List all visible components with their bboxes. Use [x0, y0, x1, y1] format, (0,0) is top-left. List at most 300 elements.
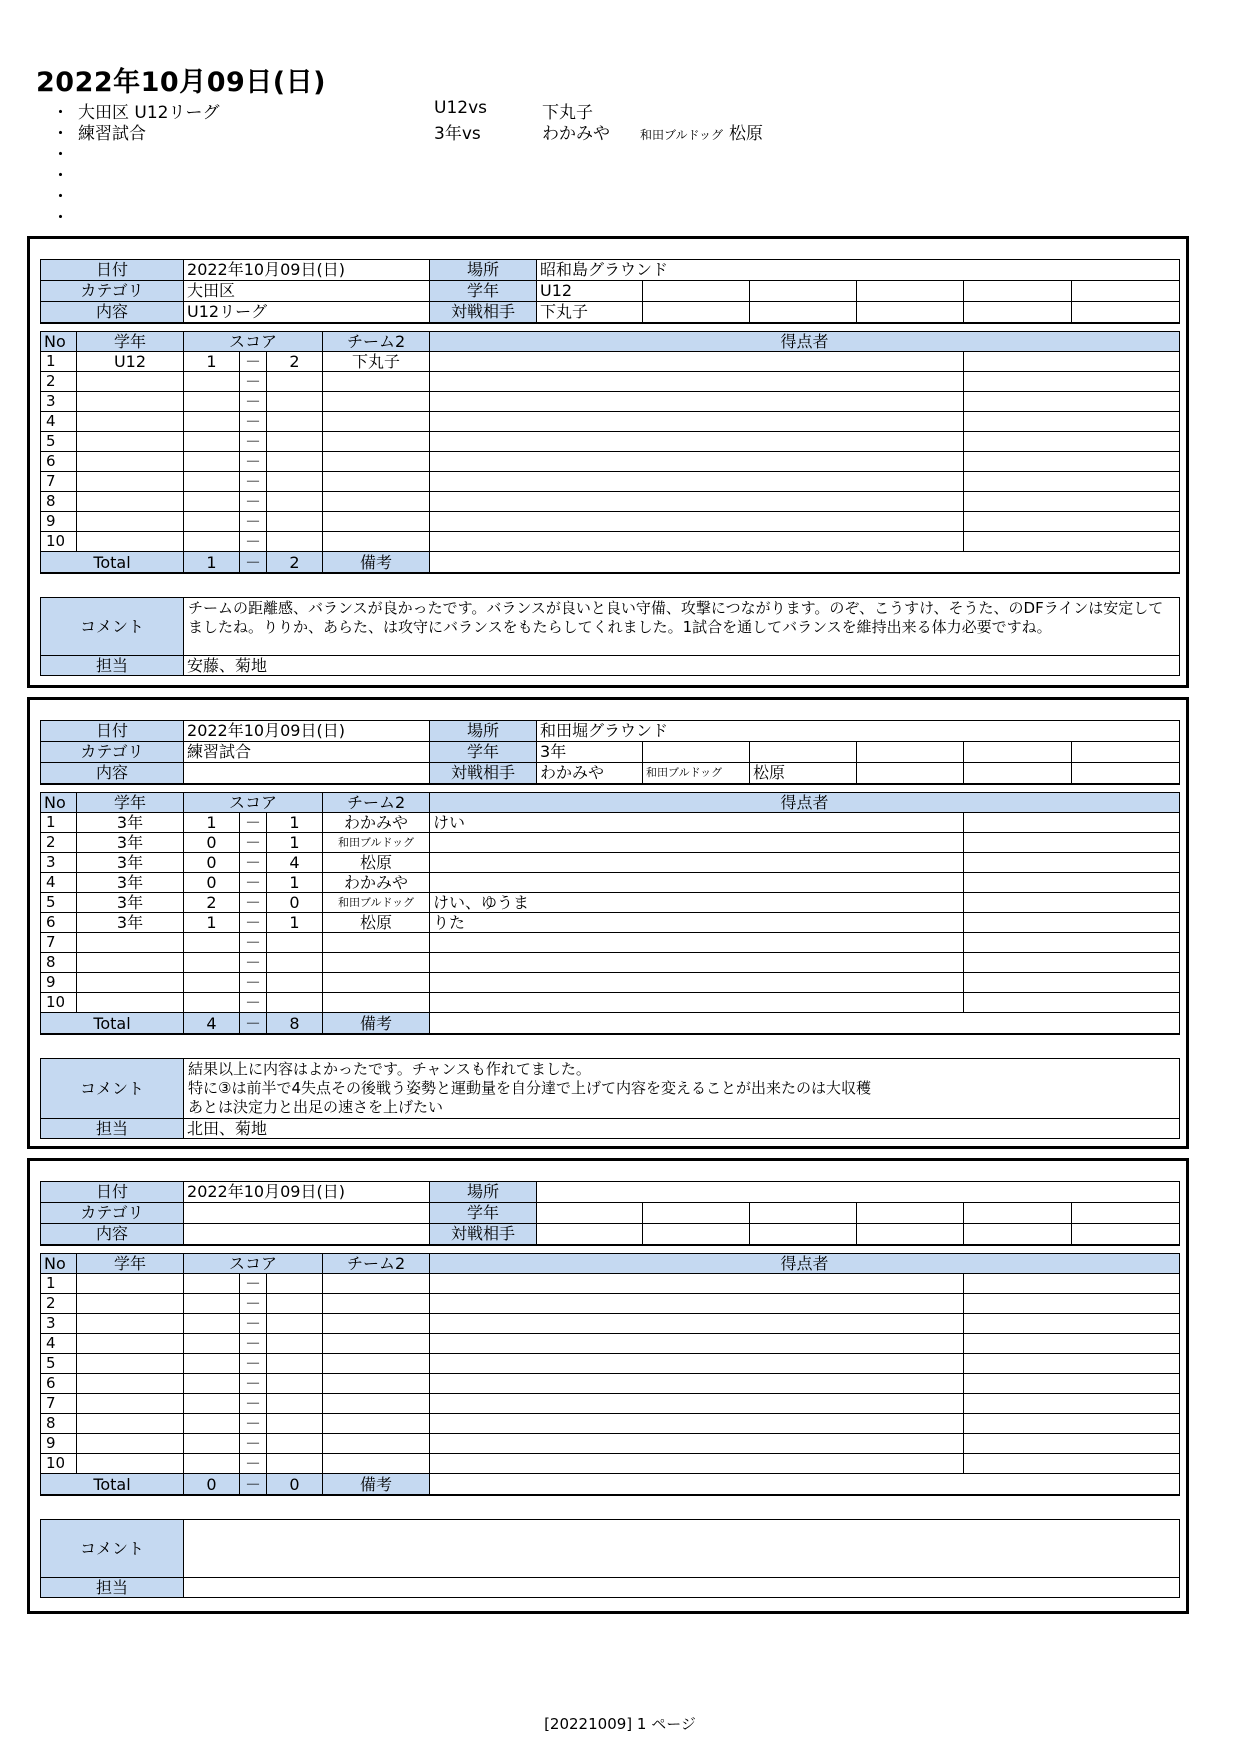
game-no: 1 [41, 813, 77, 833]
game-score-team [184, 1334, 240, 1354]
game-scorers [430, 1314, 964, 1334]
game-team2 [323, 1454, 430, 1474]
game-no: 2 [41, 372, 77, 392]
remarks-value [430, 552, 1180, 574]
game-row [41, 412, 1180, 432]
game-no: 4 [41, 1334, 77, 1354]
game-scorers [430, 492, 964, 512]
game-no: 5 [41, 432, 77, 452]
game-score-team [184, 452, 240, 472]
game-score-team [184, 953, 240, 973]
game-row [41, 1394, 1180, 1414]
game-row [41, 813, 1180, 833]
score-dash: － [240, 1474, 267, 1496]
place-value: 和田堀グラウンド [537, 721, 1180, 742]
game-scorers [430, 873, 964, 893]
grade-value: 3年 [537, 742, 643, 763]
game-scorers [430, 1334, 964, 1354]
game-grade [77, 532, 184, 552]
place-label: 場所 [430, 721, 537, 742]
game-score-opponent [267, 1454, 323, 1474]
game-row [41, 432, 1180, 452]
game-scorers-extra [964, 1454, 1180, 1474]
game-row [41, 1434, 1180, 1454]
team2-header: チーム2 [323, 1254, 430, 1274]
score-dash: － [240, 1414, 267, 1434]
category-value [184, 1203, 430, 1224]
opponent-extra [1072, 763, 1180, 785]
total-opponent: 2 [267, 552, 323, 574]
game-grade: U12 [77, 352, 184, 372]
match-block [27, 236, 1189, 688]
total-team: 1 [184, 552, 240, 574]
game-score-opponent: 1 [267, 833, 323, 853]
game-no: 5 [41, 893, 77, 913]
game-row [41, 1274, 1180, 1294]
game-no: 9 [41, 973, 77, 993]
game-scorers-extra [964, 813, 1180, 833]
category-value: 練習試合 [184, 742, 430, 763]
game-scorers-extra [964, 392, 1180, 412]
grade-extra [1072, 281, 1180, 302]
game-team2 [323, 1294, 430, 1314]
games-table [40, 1253, 1180, 1496]
game-grade [77, 1314, 184, 1334]
game-team2 [323, 1414, 430, 1434]
game-score-opponent: 4 [267, 853, 323, 873]
game-team2 [323, 432, 430, 452]
score-dash: － [240, 1394, 267, 1414]
total-opponent: 8 [267, 1013, 323, 1035]
opponent-extra [857, 1224, 964, 1246]
game-row [41, 873, 1180, 893]
game-grade [77, 993, 184, 1013]
score-dash: － [240, 1434, 267, 1454]
game-row [41, 853, 1180, 873]
game-grade: 3年 [77, 813, 184, 833]
game-score-team: 0 [184, 853, 240, 873]
game-no: 10 [41, 1454, 77, 1474]
score-header: スコア [184, 1254, 323, 1274]
opponent-value-3: 松原 [750, 763, 857, 785]
grade-header: 学年 [77, 793, 184, 813]
game-no: 6 [41, 913, 77, 933]
game-score-team [184, 1394, 240, 1414]
game-team2 [323, 452, 430, 472]
score-header: スコア [184, 332, 323, 352]
match-block [27, 1158, 1189, 1614]
game-scorers [430, 1414, 964, 1434]
game-no: 2 [41, 1294, 77, 1314]
game-team2 [323, 1334, 430, 1354]
game-scorers [430, 1274, 964, 1294]
game-score-team [184, 432, 240, 452]
game-no: 1 [41, 1274, 77, 1294]
game-row [41, 532, 1180, 552]
game-team2 [323, 1374, 430, 1394]
game-score-team [184, 472, 240, 492]
game-grade [77, 1294, 184, 1314]
content-value: U12リーグ [184, 302, 430, 324]
score-dash: － [240, 853, 267, 873]
game-grade [77, 412, 184, 432]
content-label: 内容 [41, 763, 184, 785]
grade-extra [857, 1203, 964, 1224]
game-team2: 松原 [323, 853, 430, 873]
content-label: 内容 [41, 302, 184, 324]
match-info-table [40, 720, 1180, 785]
comment-table [40, 1519, 1180, 1598]
game-score-team [184, 1274, 240, 1294]
staff-label: 担当 [41, 1578, 184, 1598]
game-grade [77, 392, 184, 412]
summary-opponent-main: わかみや [542, 124, 610, 144]
game-team2: 松原 [323, 913, 430, 933]
game-no: 8 [41, 492, 77, 512]
game-score-opponent [267, 492, 323, 512]
score-dash: － [240, 552, 267, 574]
game-score-opponent: 2 [267, 352, 323, 372]
score-header: スコア [184, 793, 323, 813]
grade-extra [643, 1203, 750, 1224]
score-dash: － [240, 1374, 267, 1394]
opponent-extra [857, 302, 964, 324]
score-dash: － [240, 532, 267, 552]
game-scorers [430, 352, 964, 372]
game-team2: 和田ブルドッグ [323, 893, 430, 913]
game-scorers [430, 472, 964, 492]
game-scorers [430, 432, 964, 452]
game-grade [77, 452, 184, 472]
game-scorers-extra [964, 1434, 1180, 1454]
opponent-extra [964, 302, 1072, 324]
date-value: 2022年10月09日(日) [184, 721, 430, 742]
summary-item [52, 203, 852, 228]
game-scorers-extra [964, 352, 1180, 372]
score-dash: － [240, 1334, 267, 1354]
game-scorers [430, 953, 964, 973]
game-grade [77, 432, 184, 452]
game-score-opponent: 0 [267, 893, 323, 913]
summary-item [52, 182, 852, 207]
game-score-team [184, 1354, 240, 1374]
game-score-team [184, 392, 240, 412]
game-score-team [184, 1434, 240, 1454]
remarks-label: 備考 [323, 1474, 430, 1496]
score-dash: － [240, 1274, 267, 1294]
game-scorers [430, 512, 964, 532]
game-no: 10 [41, 532, 77, 552]
game-score-team [184, 492, 240, 512]
game-scorers-extra [964, 1374, 1180, 1394]
game-scorers-extra [964, 1334, 1180, 1354]
game-no: 3 [41, 392, 77, 412]
grade-extra [964, 742, 1072, 763]
score-dash: － [240, 432, 267, 452]
score-dash: － [240, 472, 267, 492]
game-scorers-extra [964, 372, 1180, 392]
score-dash: － [240, 1013, 267, 1035]
scorers-header: 得点者 [430, 793, 1180, 813]
opponent-value-2 [643, 302, 750, 324]
game-score-team [184, 412, 240, 432]
game-scorers-extra [964, 492, 1180, 512]
grade-extra [857, 742, 964, 763]
match-block [27, 697, 1189, 1149]
game-scorers [430, 1374, 964, 1394]
summary-item [52, 119, 852, 144]
score-dash: － [240, 953, 267, 973]
opponent-extra [1072, 302, 1180, 324]
place-value [537, 1182, 1180, 1203]
place-label: 場所 [430, 260, 537, 281]
game-score-team: 1 [184, 813, 240, 833]
score-dash: － [240, 392, 267, 412]
game-row [41, 973, 1180, 993]
game-grade [77, 1454, 184, 1474]
game-team2 [323, 1394, 430, 1414]
game-score-opponent [267, 432, 323, 452]
total-team: 4 [184, 1013, 240, 1035]
game-team2 [323, 1354, 430, 1374]
game-grade [77, 512, 184, 532]
game-grade [77, 472, 184, 492]
total-team: 0 [184, 1474, 240, 1496]
content-value [184, 763, 430, 785]
game-scorers: けい、ゆうま [430, 893, 964, 913]
game-scorers-extra [964, 973, 1180, 993]
score-dash: － [240, 933, 267, 953]
total-row [41, 1474, 1180, 1496]
game-row [41, 933, 1180, 953]
grade-label: 学年 [430, 1203, 537, 1224]
game-grade [77, 933, 184, 953]
grade-extra [750, 281, 857, 302]
game-no: 1 [41, 352, 77, 372]
game-score-opponent: 1 [267, 873, 323, 893]
game-score-opponent [267, 1294, 323, 1314]
game-scorers-extra [964, 532, 1180, 552]
game-row [41, 1374, 1180, 1394]
content-label: 内容 [41, 1224, 184, 1246]
game-no: 9 [41, 1434, 77, 1454]
scorers-header: 得点者 [430, 332, 1180, 352]
game-no: 9 [41, 512, 77, 532]
game-score-opponent [267, 472, 323, 492]
game-score-team [184, 1454, 240, 1474]
game-team2 [323, 472, 430, 492]
bullet: ・ [52, 124, 69, 144]
opponent-label: 対戦相手 [430, 302, 537, 324]
summary-opponent-main: 下丸子 [542, 103, 593, 123]
game-score-opponent [267, 1354, 323, 1374]
scorers-header: 得点者 [430, 1254, 1180, 1274]
game-scorers [430, 532, 964, 552]
team2-header: チーム2 [323, 332, 430, 352]
game-team2 [323, 392, 430, 412]
game-score-opponent [267, 372, 323, 392]
score-dash: － [240, 913, 267, 933]
summary-opponent-small: 和田ブルドッグ [640, 128, 724, 142]
game-scorers-extra [964, 1394, 1180, 1414]
total-opponent: 0 [267, 1474, 323, 1496]
team2-header: チーム2 [323, 793, 430, 813]
game-scorers [430, 372, 964, 392]
game-scorers [430, 833, 964, 853]
game-no: 8 [41, 1414, 77, 1434]
game-score-opponent [267, 512, 323, 532]
game-score-opponent: 1 [267, 813, 323, 833]
summary-vs: 3年vs [434, 124, 481, 144]
grade-extra [750, 742, 857, 763]
page-title: 2022年10月09日(日) [36, 67, 326, 98]
content-value [184, 1224, 430, 1246]
game-scorers-extra [964, 1294, 1180, 1314]
category-label: カテゴリ [41, 742, 184, 763]
opponent-value: 下丸子 [537, 302, 643, 324]
game-score-opponent [267, 1334, 323, 1354]
game-scorers [430, 1434, 964, 1454]
grade-extra [1072, 1203, 1180, 1224]
date-label: 日付 [41, 1182, 184, 1203]
game-row [41, 512, 1180, 532]
game-row [41, 452, 1180, 472]
game-row [41, 913, 1180, 933]
game-no: 6 [41, 1374, 77, 1394]
grade-extra [964, 281, 1072, 302]
game-score-opponent [267, 993, 323, 1013]
game-grade [77, 1334, 184, 1354]
grade-value: U12 [537, 281, 643, 302]
game-grade [77, 372, 184, 392]
grade-value [537, 1203, 643, 1224]
game-scorers-extra [964, 1314, 1180, 1334]
game-scorers-extra [964, 512, 1180, 532]
score-dash: － [240, 993, 267, 1013]
game-row [41, 893, 1180, 913]
game-no: 8 [41, 953, 77, 973]
grade-header: 学年 [77, 1254, 184, 1274]
game-team2 [323, 973, 430, 993]
comment-text: チームの距離感、バランスが良かったです。バランスが良いと良い守備、攻撃につながります。のぞ、こうすけ、そうた、のDFラインは安定してましたね。りりか、あらた、は攻守にバランスをもたらしてくれました。1試合を通してバランスを維持出来る体力必要ですね。 [184, 598, 1180, 656]
opponent-extra [1072, 1224, 1180, 1246]
game-grade [77, 1394, 184, 1414]
game-grade: 3年 [77, 873, 184, 893]
game-score-opponent [267, 532, 323, 552]
game-grade [77, 1434, 184, 1454]
grade-extra [964, 1203, 1072, 1224]
grade-extra [643, 742, 750, 763]
game-scorers [430, 412, 964, 432]
grade-label: 学年 [430, 281, 537, 302]
game-score-team: 1 [184, 913, 240, 933]
match-info-table [40, 1181, 1180, 1246]
game-scorers-extra [964, 873, 1180, 893]
game-row [41, 352, 1180, 372]
game-scorers-extra [964, 933, 1180, 953]
date-label: 日付 [41, 260, 184, 281]
category-label: カテゴリ [41, 1203, 184, 1224]
game-no: 4 [41, 412, 77, 432]
game-score-team [184, 1374, 240, 1394]
score-dash: － [240, 412, 267, 432]
game-score-team [184, 993, 240, 1013]
score-dash: － [240, 1354, 267, 1374]
game-grade: 3年 [77, 853, 184, 873]
staff-label: 担当 [41, 1119, 184, 1139]
game-row [41, 1334, 1180, 1354]
comment-label: コメント [41, 1059, 184, 1119]
game-grade [77, 973, 184, 993]
no-header: No [41, 1254, 77, 1274]
game-grade [77, 1414, 184, 1434]
grade-extra [750, 1203, 857, 1224]
game-team2 [323, 953, 430, 973]
score-dash: － [240, 512, 267, 532]
opponent-value: わかみや [537, 763, 643, 785]
summary-item [52, 140, 852, 165]
game-grade [77, 1274, 184, 1294]
grade-label: 学年 [430, 742, 537, 763]
staff-label: 担当 [41, 656, 184, 676]
remarks-value [430, 1013, 1180, 1035]
game-no: 6 [41, 452, 77, 472]
games-table [40, 792, 1180, 1035]
game-scorers-extra [964, 953, 1180, 973]
opponent-extra [964, 1224, 1072, 1246]
game-grade: 3年 [77, 913, 184, 933]
game-scorers [430, 1294, 964, 1314]
game-grade [77, 953, 184, 973]
game-team2: 和田ブルドッグ [323, 833, 430, 853]
game-no: 4 [41, 873, 77, 893]
remarks-value [430, 1474, 1180, 1496]
total-row [41, 1013, 1180, 1035]
game-score-opponent [267, 1314, 323, 1334]
game-grade [77, 1374, 184, 1394]
comment-label: コメント [41, 1520, 184, 1578]
game-row [41, 1454, 1180, 1474]
date-label: 日付 [41, 721, 184, 742]
summary-list [52, 98, 852, 228]
game-grade: 3年 [77, 893, 184, 913]
game-no: 7 [41, 472, 77, 492]
game-scorers [430, 1354, 964, 1374]
game-scorers-extra [964, 913, 1180, 933]
category-label: カテゴリ [41, 281, 184, 302]
comment-text: 結果以上に内容はよかったです。チャンスも作れてました。 特に③は前半で4失点その後戦う姿勢と運動量を自分達で上げて内容を変えることが出来たのは大収穫 あとは決定力と出足の速さを上げたい [184, 1059, 1180, 1119]
date-value: 2022年10月09日(日) [184, 260, 430, 281]
game-row [41, 1294, 1180, 1314]
opponent-extra [857, 763, 964, 785]
game-team2 [323, 412, 430, 432]
game-team2: 下丸子 [323, 352, 430, 372]
game-row [41, 833, 1180, 853]
game-team2 [323, 372, 430, 392]
page-footer: [20221009] 1 ページ [544, 1715, 696, 1733]
score-dash: － [240, 1294, 267, 1314]
grade-extra [857, 281, 964, 302]
game-scorers-extra [964, 893, 1180, 913]
no-header: No [41, 332, 77, 352]
game-row [41, 953, 1180, 973]
grade-extra [643, 281, 750, 302]
game-scorers-extra [964, 452, 1180, 472]
bullet: ・ [52, 166, 69, 186]
score-dash: － [240, 352, 267, 372]
game-score-opponent [267, 933, 323, 953]
opponent-value-2: 和田ブルドッグ [643, 763, 750, 785]
